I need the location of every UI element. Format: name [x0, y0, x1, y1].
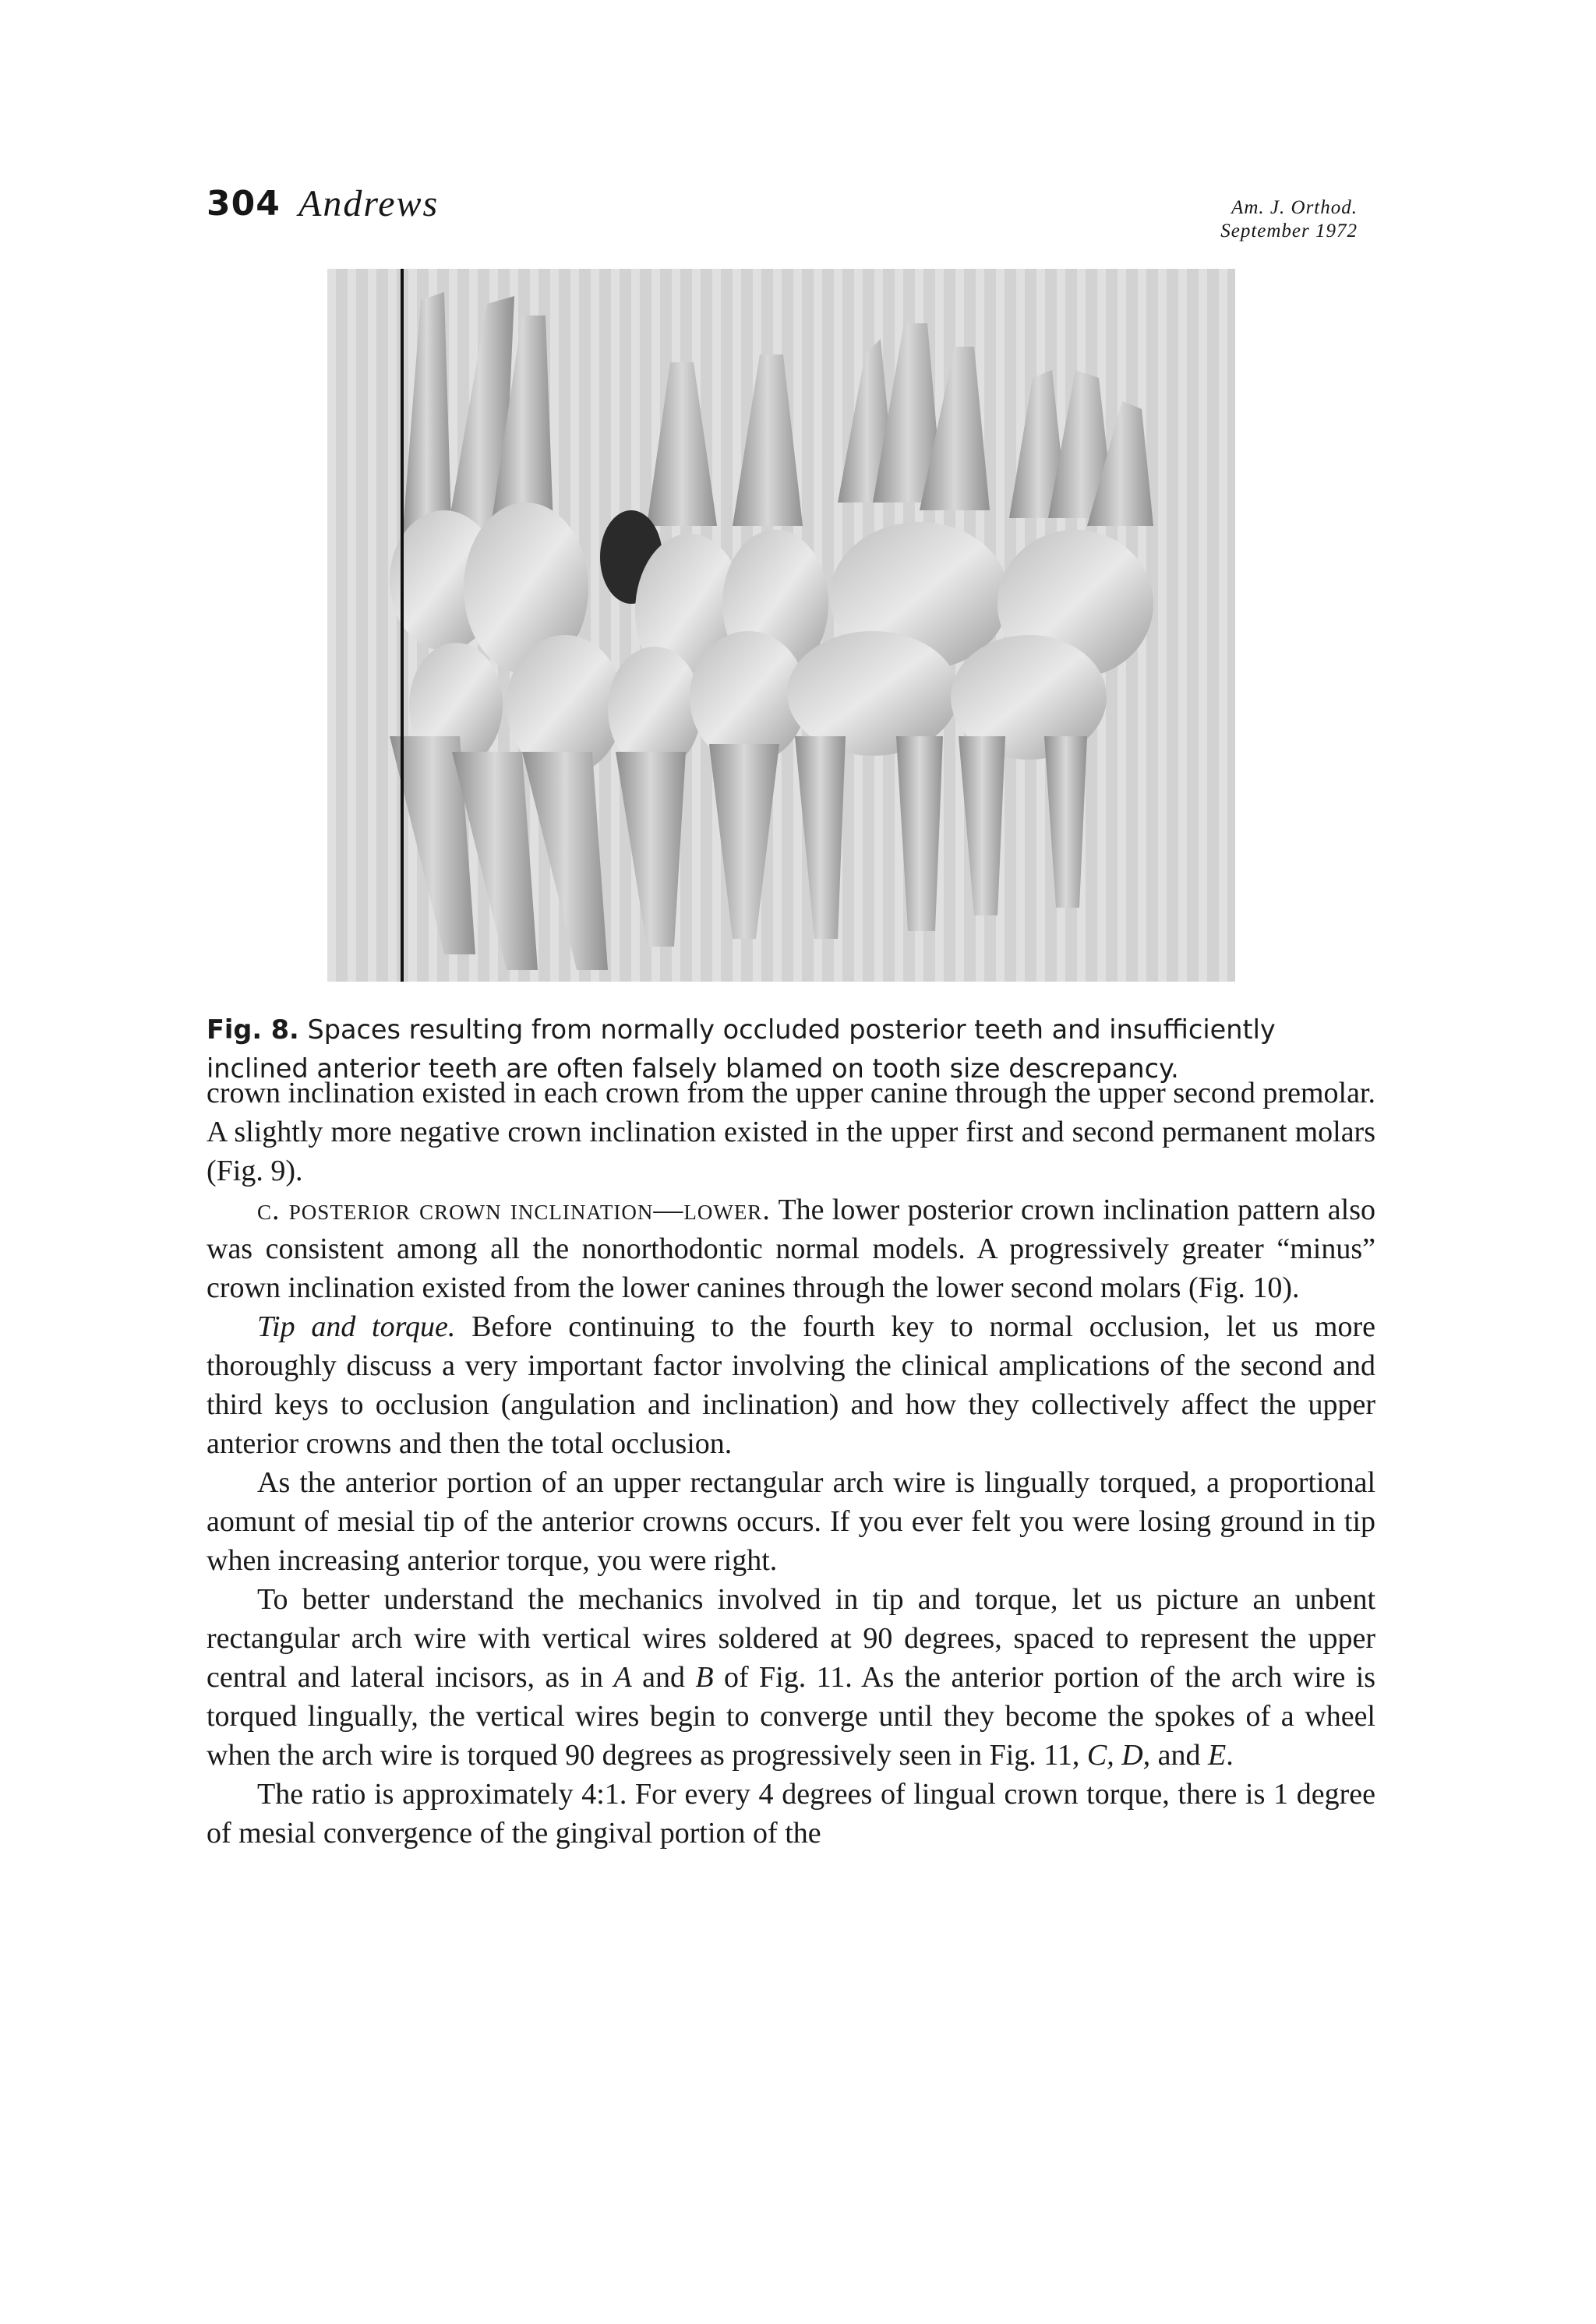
paragraph-crown-inclination-upper: crown inclination existed in each crown from the upper canine through the upper second premolar. A slightly more negative crown inclination existed in the upper first and second permanent molars (Fig. 9). [207, 1077, 1375, 1187]
fig-ref-c-d: C, D, [1086, 1739, 1151, 1772]
paragraph-text: The lower posterior crown inclination pattern also was consistent among all the nonorthodontic normal models. A progressively greater “minus” crown inclination existed from the lower canines through the lower second molars (Fig. 10). [207, 1194, 1375, 1304]
paragraph-text: Before continuing to the fourth key to normal occlusion, let us more thoroughly discuss a very important factor involving the clinical amplications of the second and third keys to occlusion (angulation and inclination) and how they collectively affect the upper anterior crowns and then the total occlusion. [207, 1310, 1375, 1460]
paragraph-tip-and-torque [207, 1307, 1375, 1463]
paragraph-lingual-torque: As the anterior portion of an upper rectangular arch wire is lingually torqued, a proportional aomunt of mesial tip of the anterior crowns occurs. If you ever felt you were losing ground in tip when increasing anterior torque, you were right. [207, 1466, 1375, 1577]
journal-name: Am. J. Orthod. [1231, 197, 1358, 218]
teeth-occlusion-illustration [327, 269, 1235, 982]
running-head [0, 0, 1596, 257]
conjunction: and [1157, 1739, 1201, 1772]
figure-8-teeth-photograph [327, 269, 1235, 982]
sentence-end: . [1226, 1739, 1234, 1772]
section-heading-tip-and-torque: Tip and torque. [257, 1310, 456, 1343]
journal-citation [1220, 196, 1358, 243]
paragraph-posterior-crown-inclination-lower [207, 1190, 1375, 1307]
page-number: 304 [207, 184, 281, 224]
paragraph-arch-wire-mechanics [207, 1580, 1375, 1775]
article-body [207, 1074, 1375, 1853]
journal-date: September 1972 [1220, 220, 1358, 242]
fig-ref-e: E [1208, 1739, 1227, 1772]
section-heading-posterior-lower: c. posterior crown inclination—lower. [257, 1194, 771, 1226]
paragraph-text: of Fig. 11. As the anterior portion of the arch wire is torqued lingually, the vertical wires begin to converge until they become the spokes of a wheel when the arch wire is torqued 90 degrees as progressively seen in Fig. 11, [207, 1661, 1376, 1772]
paragraph-text: To better understand the mechanics involved in tip and torque, let us picture an unbent rectangular arch wire with vertical wires soldered at 90 degrees, spaced to represent the upper central and lateral incisors, as in [207, 1583, 1375, 1694]
running-head-author: Andrews [298, 183, 440, 224]
fig-ref-a: A [613, 1661, 632, 1694]
figure-caption-text: Spaces resulting from normally occluded posterior teeth and insufficiently inclined anterior teeth are often falsely blamed on tooth size descrepancy. [207, 1014, 1276, 1084]
fig-ref-b: B [695, 1661, 714, 1694]
figure-label: Fig. 8. [207, 1014, 299, 1045]
paragraph-ratio: The ratio is approximately 4:1. For every 4 degrees of lingual crown torque, there is 1 degree of mesial convergence of the gingival portion of the [207, 1778, 1375, 1850]
conjunction: and [642, 1661, 685, 1694]
